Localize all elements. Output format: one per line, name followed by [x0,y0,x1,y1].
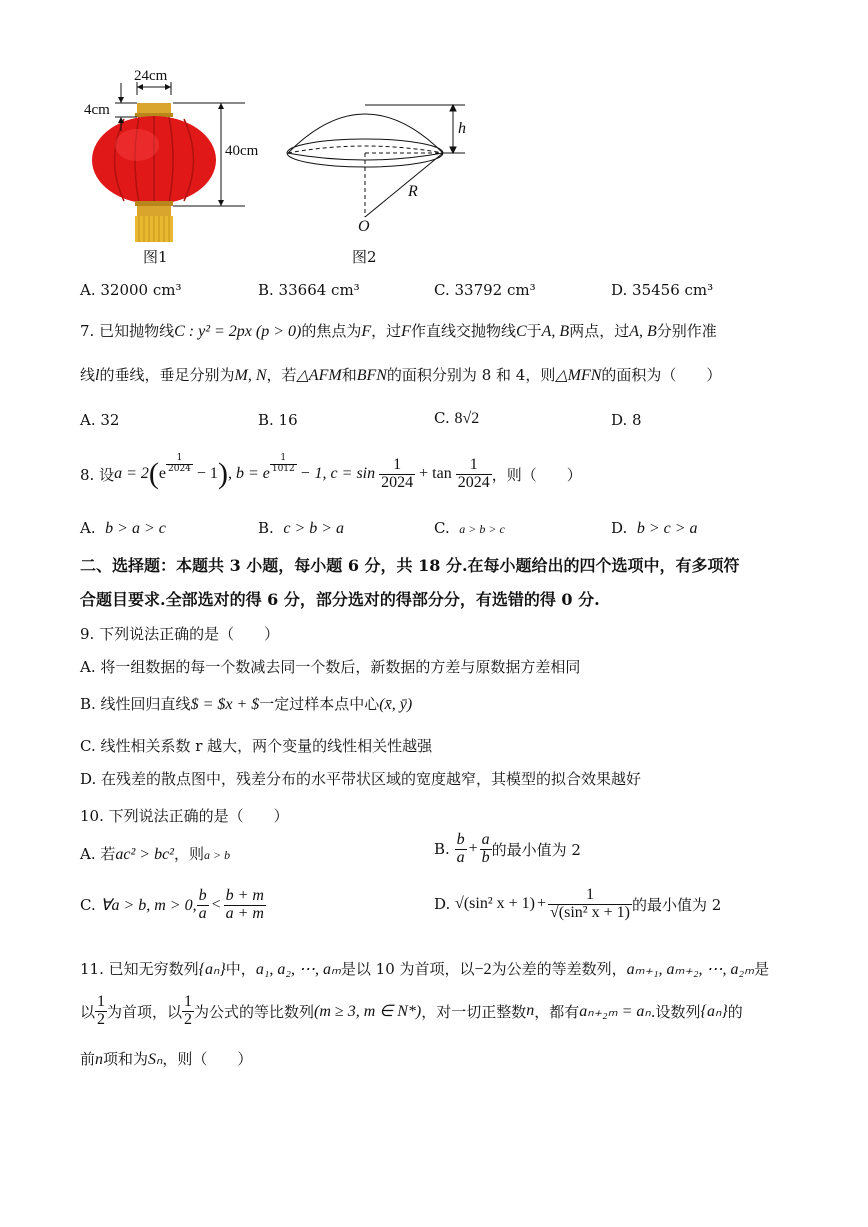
text: 的垂线，垂足分别为 [99,366,235,384]
text: 7. 已知抛物线 [80,322,175,340]
label-O: O [358,218,370,235]
var-F: F [361,323,372,340]
triangle-BFN: BFN [356,367,387,384]
expr-b: , b = e [227,465,270,482]
q11-line3: 前n项和为Sₙ，则（ ） [80,1050,253,1068]
q6-option-b: B. 33664 cm³ [258,281,360,299]
q7-option-b: B. 16 [258,411,298,429]
expr-a: a = 2 [114,465,149,482]
text: 分别作准 [656,322,717,340]
var-AB: A, B [629,323,657,340]
text: 8. 设 [80,465,115,484]
q7-option-c [434,409,479,428]
var-F: F [401,323,411,340]
q8-option-d: D. b > c > a [611,519,698,537]
fig1-caption: 图1 [143,248,168,266]
var-C: C [515,323,527,340]
section-heading-line2: 合题目要求.全部选对的得 6 分，部分选对的得部分分，有选错的得 0 分. [80,590,600,609]
q8-stem: 8. 设 a = 2 ( e $\frac{1}{2024}$ − 1 ) , b = e $\frac{1}{1012}$ − 1, c = sin $\frac{1}{2024}$ + tan $\frac{1}{2024}$ ，则（ ） [80,453,582,491]
figure-area [75,65,495,275]
triangle-MFN: △MFN [555,367,602,384]
parabola-equation: C : y² = 2px (p > 0) [174,323,302,340]
q11-line2: 以 $\frac{1}{2}$ 为首项，以 $\frac{1}{2}$ 为公式的等比数列 (m ≥ 3, m ∈ N*) ，对一切正整数 n ，都有 aₙ₊₂ₘ = aₙ .设数列 {aₙ} 的 [80,993,743,1028]
q7-option-d: D. 8 [611,411,642,429]
text: 于 [526,322,542,340]
option-label: C. [434,409,450,427]
fraction: $\frac{b}{a}$ [198,887,207,922]
q8-option-c: C. a > b > c [434,519,505,537]
fraction: $\frac{1}{2}$ [97,993,106,1028]
q6-option-a: A. 32000 cm³ [80,281,182,299]
e-base: e [158,465,166,482]
text: 两点，过 [569,322,630,340]
text: ，若 [266,366,297,384]
q6-option-d: D. 35456 cm³ [611,281,714,299]
var-l: l [95,367,100,384]
q10-option-b: B. $\frac{b}{a}$ + $\frac{a}{b}$ 的最小值为 2 [434,831,581,866]
label-24cm: 24cm [134,68,168,84]
q9-option-d: D. 在残差的散点图中，残差分布的水平带状区域的宽度越窄，其模型的拟合效果越好 [80,770,642,788]
q8-option-a: A. b > a > c [80,519,166,537]
text: 和 [341,366,357,384]
q7-line1 [80,320,717,341]
spherical-cap-diagram [287,105,465,217]
label-h: h [458,120,466,137]
fraction: $\frac{1}{2024}$ [381,455,414,491]
q10-option-a: A. 若ac² > bc²，则a > b [80,845,231,863]
text: 作直线交抛物线 [410,322,516,340]
expr-c: − 1, c = sin [299,465,376,482]
fraction: $\frac{a}{b}$ [481,831,490,866]
q10-stem: 10. 下列说法正确的是（ ） [80,807,289,825]
exponent-frac: $\frac{1}{2024}$ [168,453,191,474]
fraction: $\frac{1}{2024}$ [457,455,490,491]
text: 的焦点为 [301,322,362,340]
var-MN: M, N [234,367,267,384]
q6-option-c: C. 33792 cm³ [434,281,536,299]
q9-option-c: C. 线性相关系数 r 越大，两个变量的线性相关性越强 [80,737,433,755]
q9-option-b: B. 线性回归直线$ = $x + $一定过样本点中心(x̄, ȳ) [80,695,413,713]
text: 的面积分别为 8 和 4，则 [386,366,556,384]
q10-option-d: D. √(sin² x + 1) + $\frac{1}{\text{√(sin² x + 1)}}$ 的最小值为 2 [434,886,722,921]
exponent-frac: $\frac{1}{1012}$ [271,453,295,474]
fraction: $\frac{b + m}{a + m}$ [225,887,264,922]
label-40cm: 40cm [225,143,259,159]
triangle-AFM: △AFM [296,367,342,384]
section-heading-line1: 二、选择题：本题共 3 小题，每小题 6 分，共 18 分.在每小题给出的四个选项中，有多项符 [80,556,740,575]
q7-option-a: A. 32 [80,411,120,429]
text: 的面积为（ ） [601,366,722,384]
text: + tan [419,465,452,482]
q11-line1: 11. 已知无穷数列{aₙ}中，a₁, a₂, ⋯, aₘ是以 10 为首项，以−2为公差的等差数列，aₘ₊₁, aₘ₊₂, ⋯, a₂ₘ是 [80,960,770,978]
q8-option-b: B. c > b > a [258,519,345,537]
text: − 1 [196,465,218,482]
q9-option-a: A. 将一组数据的每一个数减去同一个数后，新数据的方差与原数据方差相同 [80,658,581,676]
fig2-caption: 图2 [352,248,377,266]
text: ，则（ ） [491,465,582,484]
q7-line2 [80,364,721,385]
fraction: $\frac{b}{a}$ [456,831,465,866]
option-value: 8√2 [454,410,480,427]
lantern-illustration [92,82,245,242]
label-R: R [408,183,418,200]
var-AB: A, B [541,323,570,340]
label-4cm: 4cm [84,102,110,118]
q10-option-c: C. ∀a > b, m > 0, $\frac{b}{a}$ < $\frac{b + m}{a + m}$ [80,887,264,922]
q9-stem: 9. 下列说法正确的是（ ） [80,625,280,643]
text: 线 [80,366,96,384]
fraction: $\frac{1}{2}$ [184,993,193,1028]
fraction: $\frac{1}{\text{√(sin² x + 1)}}$ [550,886,630,921]
text: ，过 [371,322,402,340]
